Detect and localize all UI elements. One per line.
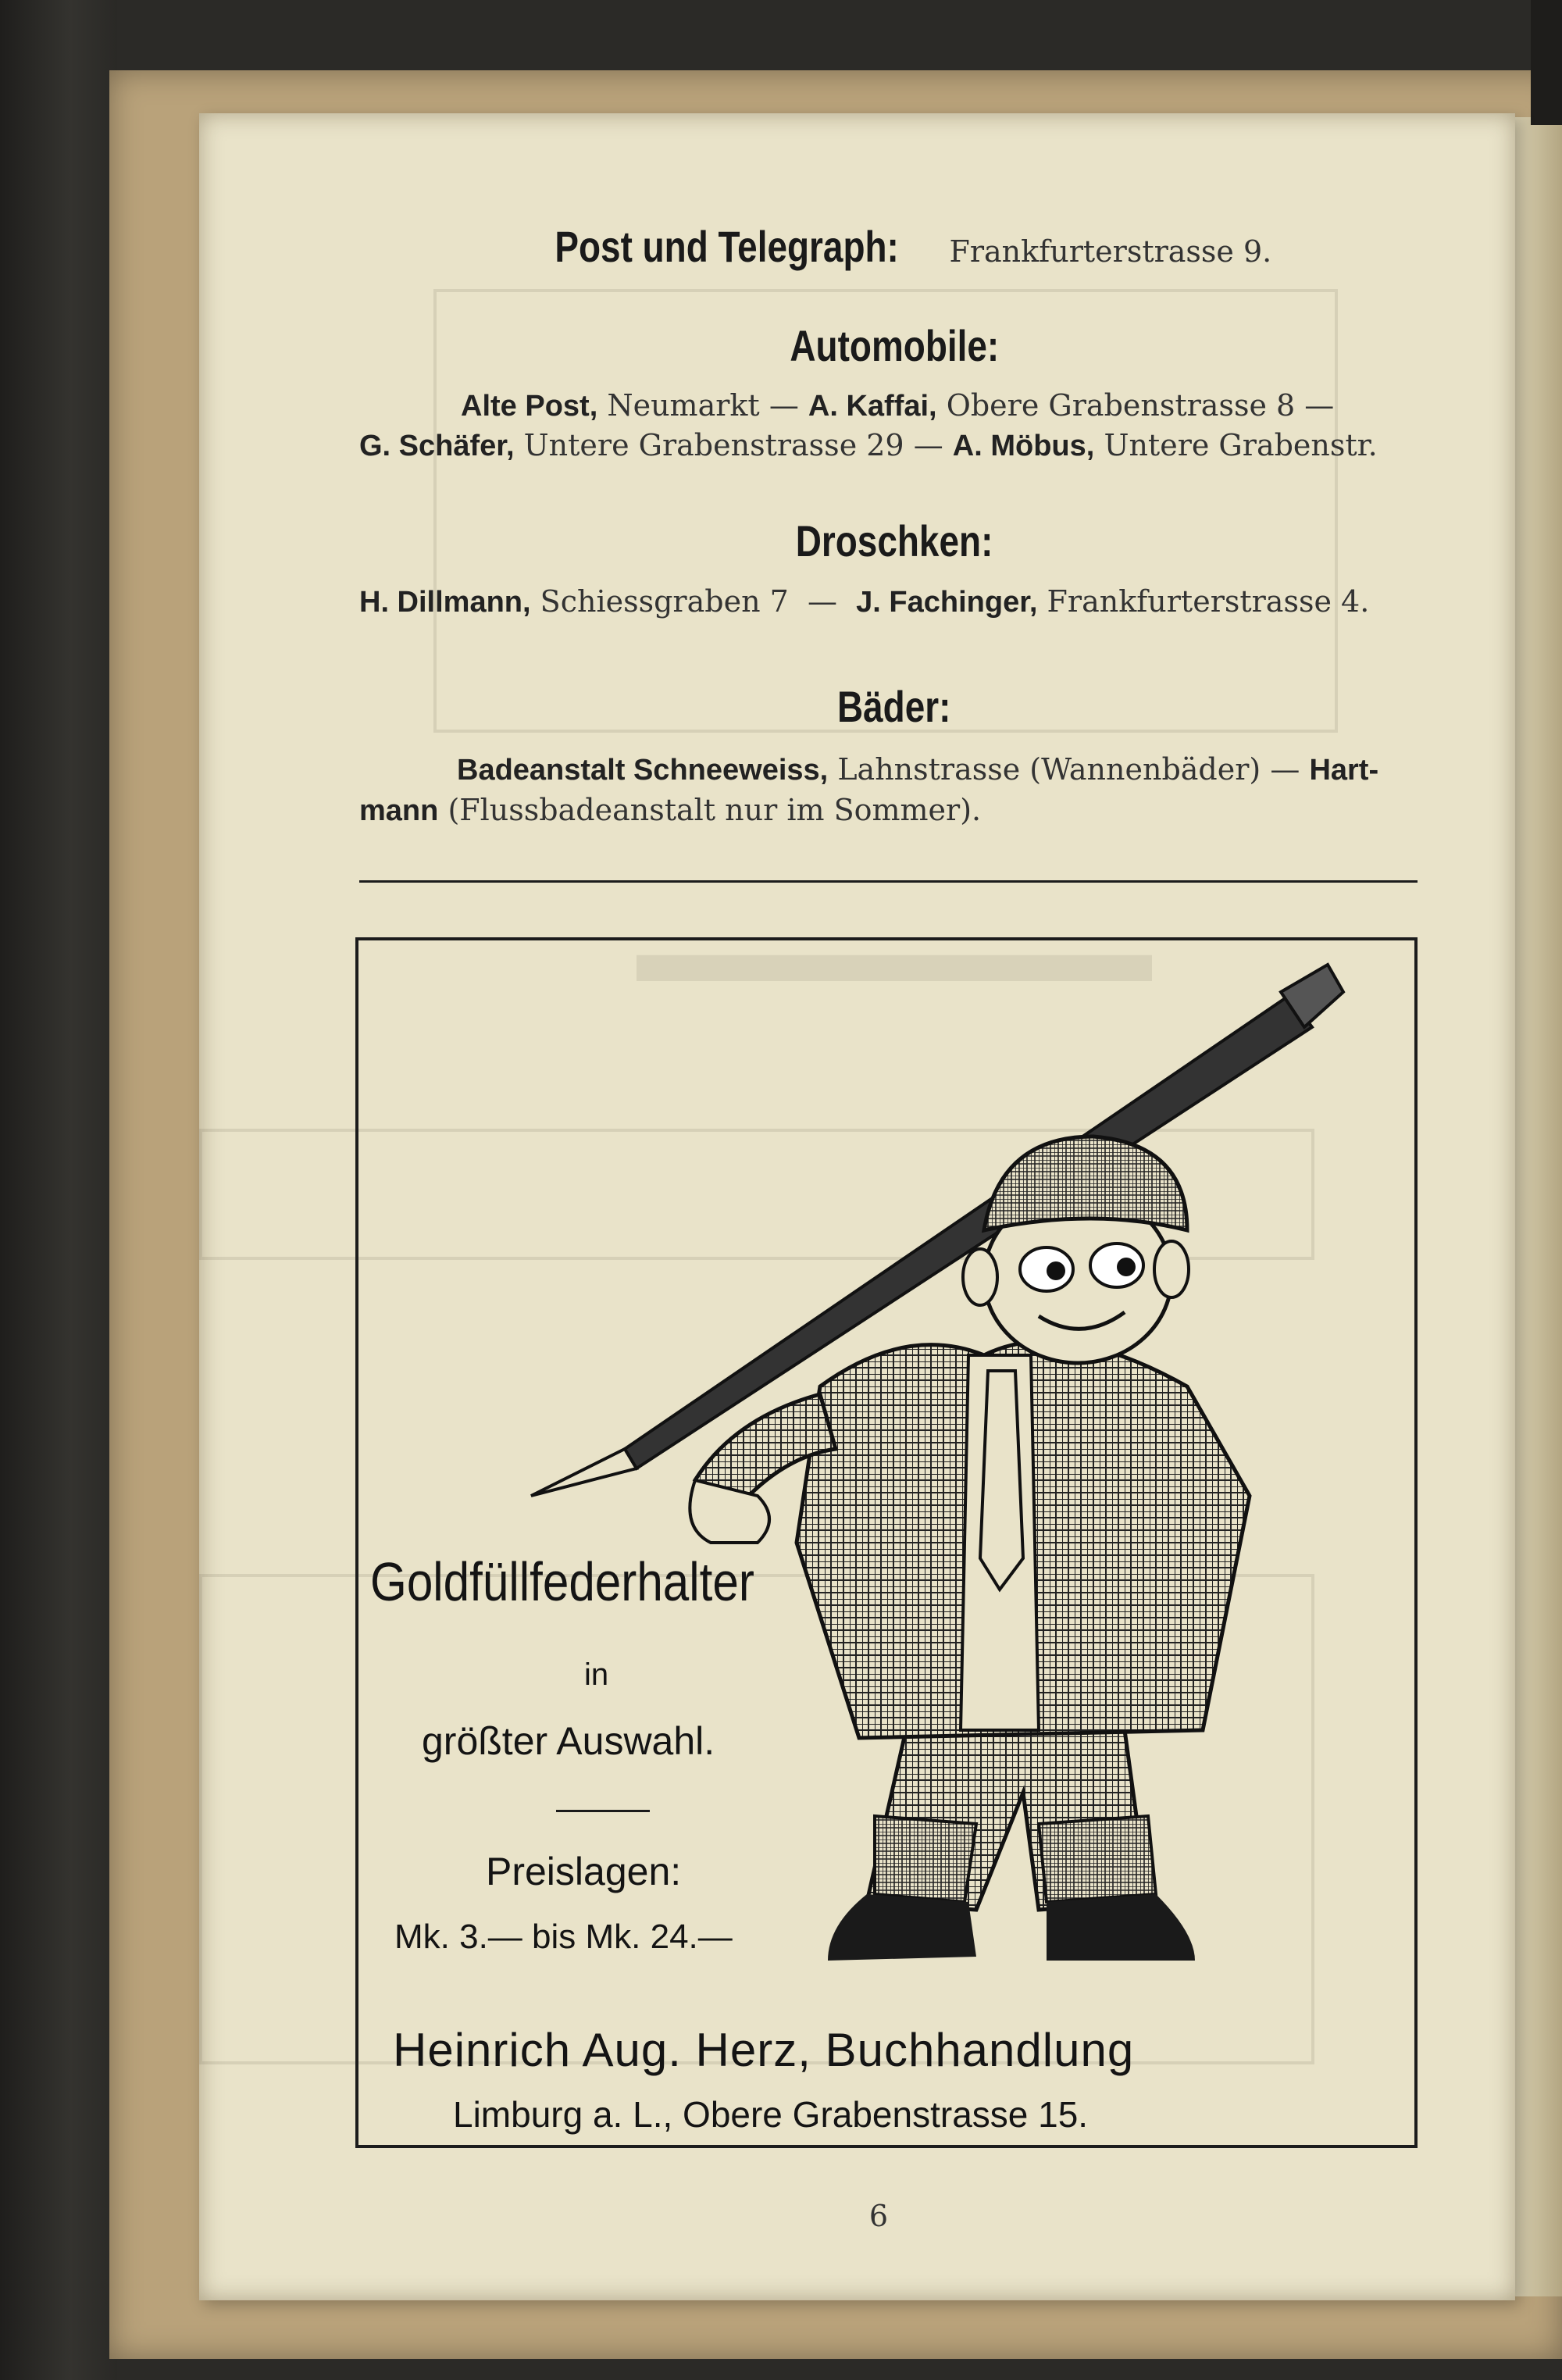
dash: — bbox=[1270, 752, 1300, 787]
book-cover-left bbox=[0, 0, 117, 2380]
automobile-detail: Neumarkt bbox=[607, 388, 760, 423]
droschken-detail: Frankfurterstrasse 4. bbox=[1047, 584, 1370, 619]
baeder-line-1 bbox=[457, 752, 1429, 787]
dash: — bbox=[807, 584, 837, 619]
bleed-through-lettering: ▬▬▬▬▬▬ bbox=[637, 904, 1152, 1000]
baeder-name: Badeanstalt Schneeweiss, bbox=[457, 754, 829, 787]
droschken-heading bbox=[359, 516, 1429, 566]
ad-short-rule bbox=[556, 1810, 650, 1812]
automobile-line-2 bbox=[359, 428, 1429, 463]
baeder-detail: Lahnstrasse (Wannenbäder) bbox=[837, 752, 1261, 787]
dash: — bbox=[1304, 388, 1335, 423]
baeder-detail: (Flussbadeanstalt nur im Sommer). bbox=[448, 793, 982, 827]
automobile-name: G. Schäfer, bbox=[359, 430, 515, 462]
automobile-detail: Obere Grabenstrasse 8 bbox=[946, 388, 1296, 423]
droschken-name: J. Fachinger, bbox=[856, 586, 1038, 619]
baeder-name-continued: mann bbox=[359, 794, 439, 827]
automobile-name: A. Möbus, bbox=[952, 430, 1095, 462]
ad-in: in bbox=[584, 1657, 609, 1692]
automobile-line-1 bbox=[461, 388, 1429, 423]
facing-page-edge bbox=[1515, 117, 1562, 2296]
ad-headline: Goldfüllfederhalter bbox=[370, 1551, 754, 1612]
automobile-detail: Untere Grabenstrasse 29 bbox=[523, 428, 904, 462]
baeder-title: Bäder: bbox=[837, 682, 951, 731]
ad-prices-label: Preislagen: bbox=[486, 1850, 682, 1893]
baeder-heading bbox=[359, 681, 1429, 732]
ad-selection: größter Auswahl. bbox=[422, 1719, 715, 1763]
post-telegraph-title: Post und Telegraph: bbox=[555, 222, 899, 271]
droschken-line bbox=[359, 584, 1429, 619]
ad-prices: Mk. 3.— bis Mk. 24.— bbox=[394, 1918, 733, 1956]
automobile-heading bbox=[359, 320, 1429, 371]
baeder-name-hyphenated: Hart- bbox=[1309, 754, 1379, 787]
post-telegraph-line bbox=[359, 221, 1429, 272]
droschken-detail: Schiessgraben 7 bbox=[540, 584, 789, 619]
automobile-title: Automobile: bbox=[790, 321, 999, 370]
page-number: 6 bbox=[868, 2199, 889, 2233]
cartoon-man-with-fountain-pen-illustration bbox=[500, 949, 1406, 1964]
book-cover-right bbox=[1531, 0, 1562, 125]
ad-shop-address: Limburg a. L., Obere Grabenstrasse 15. bbox=[453, 2094, 1089, 2135]
post-telegraph-address: Frankfurterstrasse 9. bbox=[949, 234, 1272, 269]
section-divider bbox=[359, 880, 1418, 883]
automobile-name: A. Kaffai, bbox=[808, 390, 937, 423]
droschken-title: Droschken: bbox=[795, 516, 993, 566]
droschken-name: H. Dillmann, bbox=[359, 586, 531, 619]
automobile-name: Alte Post, bbox=[461, 390, 598, 423]
dash: — bbox=[913, 428, 943, 462]
dash: — bbox=[769, 388, 799, 423]
ad-shop-name: Heinrich Aug. Herz, Buchhandlung bbox=[393, 2024, 1135, 2076]
baeder-line-2 bbox=[359, 793, 1429, 828]
automobile-detail: Untere Grabenstr. bbox=[1104, 428, 1378, 462]
